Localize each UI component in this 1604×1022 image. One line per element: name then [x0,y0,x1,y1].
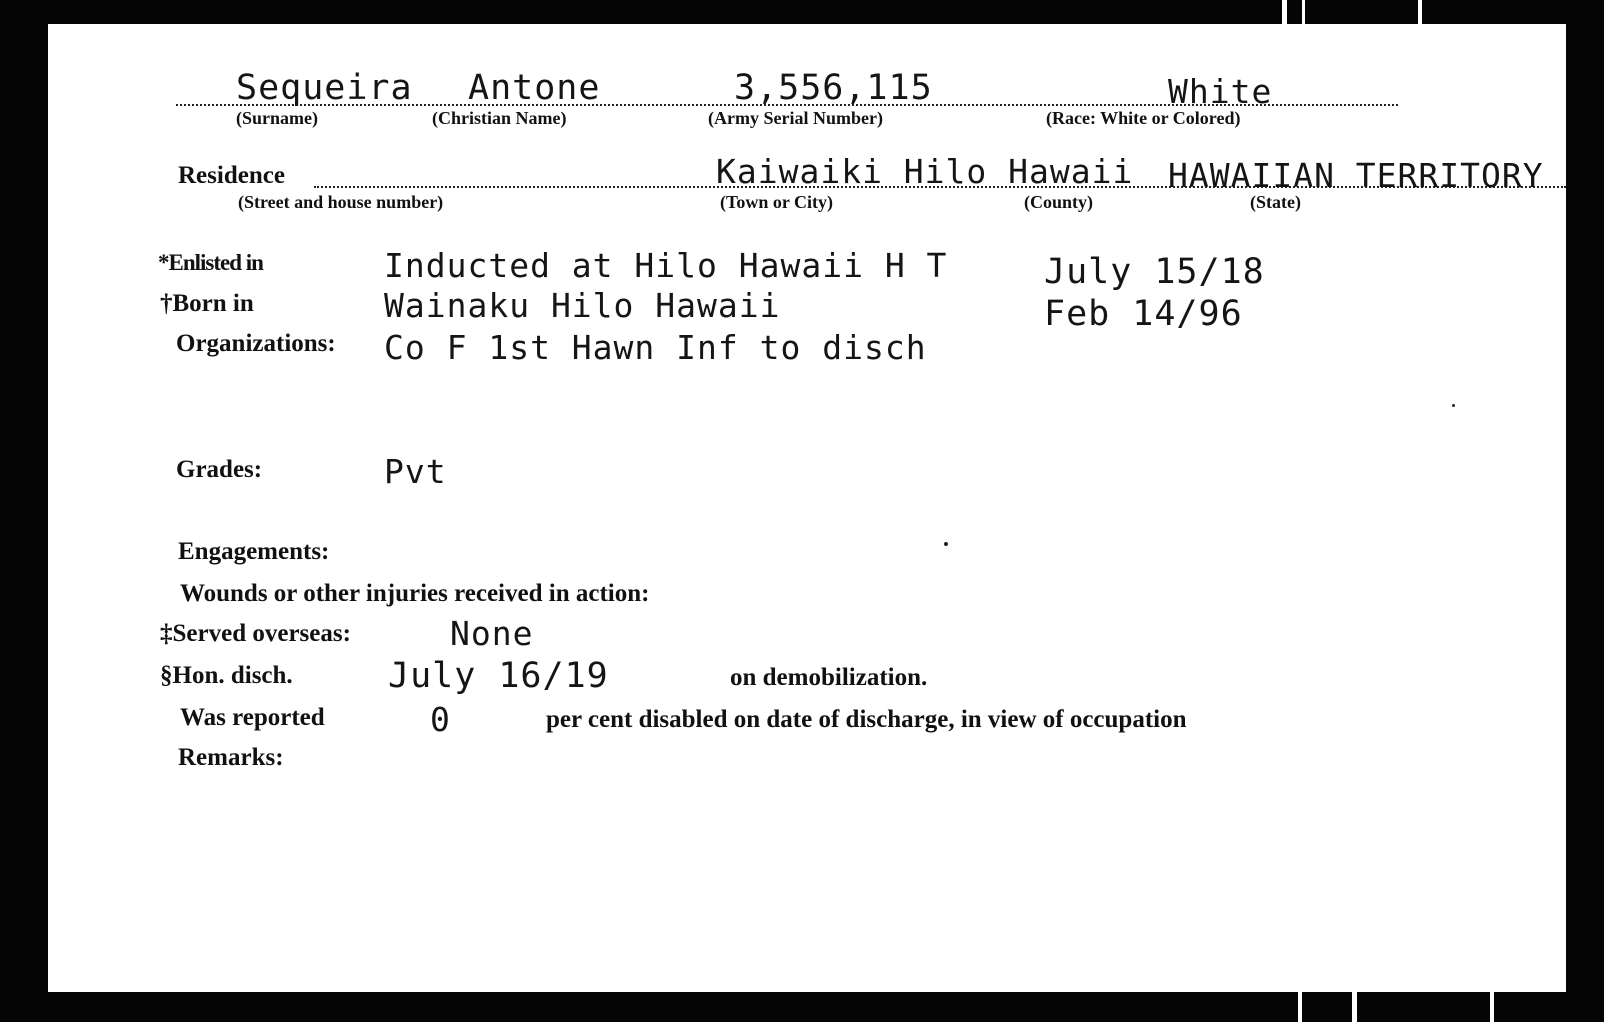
was-reported-label: Was reported [180,704,325,731]
frame-strip-top-right [1418,0,1422,28]
scan-speck [1452,404,1455,407]
enlisted-label: *Enlisted in [158,250,263,275]
born-label: †Born in [160,290,254,317]
race-caption: (Race: White or Colored) [1046,108,1241,128]
served-overseas-value: None [450,614,534,653]
county-caption: (County) [1024,192,1094,212]
frame-strip-bottom-right [1352,990,1357,1022]
wounds-label: Wounds or other injuries received in action: [180,580,650,607]
hon-disch-label: §Hon. disch. [160,662,293,689]
born-date: Feb 14/96 [1044,294,1243,334]
christian-name-value: Antone [468,68,601,108]
scan-speck [944,542,948,546]
grades-label: Grades: [176,456,263,483]
organizations-value: Co F 1st Hawn Inf to disch [384,328,927,367]
served-overseas-label: ‡Served overseas: [160,620,351,647]
state-caption: (State) [1250,192,1301,212]
residence-state-value: HAWAIIAN TERRITORY [1168,156,1544,195]
enlisted-date: July 15/18 [1044,252,1265,292]
hon-disch-date: July 16/19 [388,656,609,696]
record-card [48,24,1566,992]
born-value: Wainaku Hilo Hawaii [384,286,781,325]
remarks-label: Remarks: [178,744,284,771]
grades-value: Pvt [384,452,447,491]
disability-suffix: per cent disabled on date of discharge, in view of occupation [546,706,1187,733]
race-value: White [1168,72,1273,111]
engagements-label: Engagements: [178,538,330,565]
christian-name-caption: (Christian Name) [432,108,567,128]
frame-strip-bottom-right [1490,990,1494,1022]
surname-value: Sequeira [236,68,413,108]
army-serial-caption: (Army Serial Number) [708,108,883,128]
disability-percent-value: 0 [430,700,451,739]
army-serial-value: 3,556,115 [734,68,933,108]
town-caption: (Town or City) [720,192,834,212]
residence-label: Residence [178,162,285,189]
organizations-label: Organizations: [176,330,336,357]
street-caption: (Street and house number) [238,192,444,212]
enlisted-value: Inducted at Hilo Hawaii H T [384,246,948,285]
frame-strip-top-right [1302,0,1305,28]
frame-strip-bottom-right [1298,990,1302,1022]
hon-disch-suffix: on demobilization. [730,664,928,691]
surname-caption: (Surname) [236,108,318,128]
frame-strip-top-right [1282,0,1287,28]
residence-town-value: Kaiwaiki Hilo Hawaii [716,152,1134,191]
